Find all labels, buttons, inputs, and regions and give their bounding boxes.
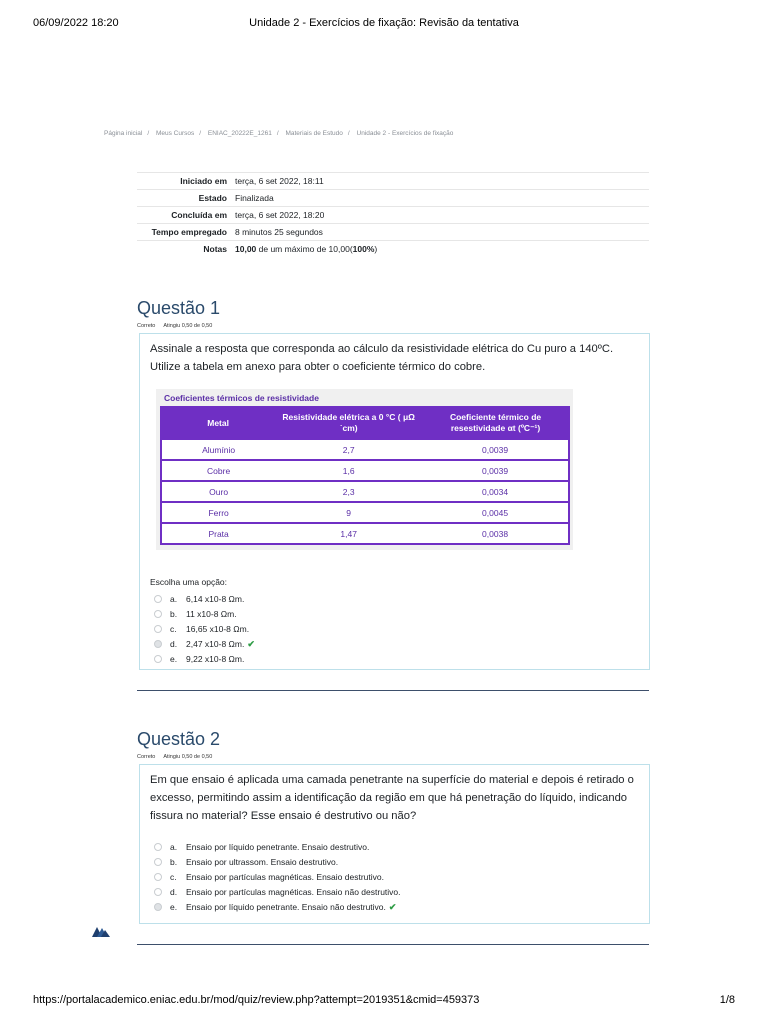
answer-option-b[interactable] xyxy=(154,854,649,869)
answer-option-c[interactable] xyxy=(154,621,649,636)
option-text: Ensaio por ultrassom. Ensaio destrutivo. xyxy=(186,856,339,867)
summary-key: Estado xyxy=(198,193,227,203)
question-1-info xyxy=(137,323,220,329)
option-letter: b. xyxy=(170,608,178,619)
table-cell: Alumínio xyxy=(161,439,275,460)
option-letter: c. xyxy=(170,623,177,634)
table-row xyxy=(161,481,569,502)
grade-close: ) xyxy=(374,244,378,254)
question-1-text: Assinale a resposta que corresponda ao cálculo da resistividade elétrica do Cu puro a 140ºC. Utilize a tabela em anexo para obter o coeficiente térmico do cobre. xyxy=(150,343,614,373)
radio-button[interactable] xyxy=(154,595,162,603)
table-cell: Prata xyxy=(161,523,275,544)
check-icon: ✔ xyxy=(388,901,397,912)
breadcrumb-item-courses[interactable]: Meus Cursos xyxy=(155,130,195,137)
summary-key: Notas xyxy=(203,244,227,254)
choose-option-label: Escolha uma opção: xyxy=(150,577,228,587)
question-2-text: Em que ensaio é aplicada uma camada penetrante na superfície do material e depois é retirado o excesso, permitindo assim a identificação da região em que há penetração do líquido, indicando fissura no material? Esse ensaio é destrutivo ou não? xyxy=(150,774,634,822)
summary-value: 8 minutos 25 segundos xyxy=(235,227,323,237)
answer-option-d[interactable] xyxy=(154,637,649,652)
option-text: 2,47 x10-8 Ωm. xyxy=(186,639,245,650)
option-text: Ensaio por líquido penetrante. Ensaio não destrutivo. xyxy=(186,902,386,913)
table-row xyxy=(161,439,569,460)
option-letter: c. xyxy=(170,871,177,882)
question-grade: Atingiu 0,50 de 0,50 xyxy=(163,754,213,760)
summary-row xyxy=(137,240,649,257)
print-page-number: 1/8 xyxy=(719,994,735,1006)
answer-option-a[interactable] xyxy=(154,591,649,606)
table-row xyxy=(161,523,569,544)
table-header: Metal xyxy=(161,407,275,439)
table-cell: 0,0039 xyxy=(422,460,569,481)
option-text: 9,22 x10-8 Ωm. xyxy=(186,654,245,665)
option-text: Ensaio por partículas magnéticas. Ensaio destrutivo. xyxy=(186,871,384,882)
radio-button[interactable] xyxy=(154,888,162,896)
option-letter: e. xyxy=(170,902,178,913)
option-text: Ensaio por partículas magnéticas. Ensaio não destrutivo. xyxy=(186,887,401,898)
table-cell: Ouro xyxy=(161,481,275,502)
summary-row xyxy=(137,189,649,206)
question-status: Correto xyxy=(137,754,156,760)
radio-button-selected[interactable] xyxy=(154,903,162,911)
option-letter: a. xyxy=(170,593,178,604)
table-cell: 0,0034 xyxy=(422,481,569,502)
breadcrumb-item-home[interactable]: Página inicial xyxy=(104,130,143,137)
eniac-logo-icon[interactable] xyxy=(92,924,110,942)
question-status: Correto xyxy=(137,323,156,329)
question-1-title: Questão 1 xyxy=(137,298,221,318)
print-title: Unidade 2 - Exercícios de fixação: Revisão da tentativa xyxy=(249,17,519,29)
radio-button-selected[interactable] xyxy=(154,640,162,648)
print-date: 06/09/2022 18:20 xyxy=(33,17,119,29)
table-header: Resistividade elétrica a 0 °C ( μΩ ˙cm) xyxy=(275,407,422,439)
option-letter: b. xyxy=(170,856,178,867)
attempt-summary xyxy=(137,172,649,257)
question-2-box xyxy=(139,764,650,924)
question-2-info xyxy=(137,754,220,760)
grade-score: 10,00 xyxy=(235,244,257,254)
question-1-box xyxy=(139,333,650,670)
summary-value: Finalizada xyxy=(235,193,274,203)
answer-option-b[interactable] xyxy=(154,606,649,621)
summary-value: terça, 6 set 2022, 18:11 xyxy=(235,176,324,186)
table-cell: Ferro xyxy=(161,502,275,523)
question-2-title: Questão 2 xyxy=(137,729,221,749)
summary-value: terça, 6 set 2022, 18:20 xyxy=(235,210,325,220)
check-icon: ✔ xyxy=(247,638,255,649)
option-letter: e. xyxy=(170,654,178,665)
answer-option-e[interactable] xyxy=(154,652,649,667)
radio-button[interactable] xyxy=(154,873,162,881)
table-cell: 1,6 xyxy=(275,460,422,481)
option-text: 6,14 x10-8 Ωm. xyxy=(186,593,245,604)
answer-option-c[interactable] xyxy=(154,869,649,884)
option-letter: a. xyxy=(170,841,178,852)
answer-option-d[interactable] xyxy=(154,885,649,900)
table-cell: 0,0038 xyxy=(422,523,569,544)
radio-button[interactable] xyxy=(154,655,162,663)
coefficients-table-image xyxy=(156,389,573,550)
table-cell: 2,3 xyxy=(275,481,422,502)
question-1-options xyxy=(154,591,649,667)
summary-row xyxy=(137,223,649,240)
table-cell: 2,7 xyxy=(275,439,422,460)
grade-value xyxy=(235,243,377,255)
option-text: Ensaio por líquido penetrante. Ensaio destrutivo. xyxy=(186,841,370,852)
summary-row xyxy=(137,206,649,223)
breadcrumb-item-current[interactable]: Unidade 2 - Exercícios de fixação xyxy=(356,130,454,137)
table-cell: 1,47 xyxy=(275,523,422,544)
divider xyxy=(137,690,649,691)
grade-max: de um máximo de 10,00( xyxy=(256,244,353,254)
table-cell: 0,0045 xyxy=(422,502,569,523)
breadcrumb-item-materials[interactable]: Materiais de Estudo xyxy=(285,130,343,137)
answer-option-a[interactable] xyxy=(154,839,649,854)
table-cell: Cobre xyxy=(161,460,275,481)
option-letter: d. xyxy=(170,639,178,650)
table-cell: 9 xyxy=(275,502,422,523)
summary-row xyxy=(137,172,649,189)
table-row xyxy=(161,460,569,481)
grade-percent: 100% xyxy=(352,244,375,254)
radio-button[interactable] xyxy=(154,858,162,866)
radio-button[interactable] xyxy=(154,843,162,851)
summary-key: Tempo empregado xyxy=(151,227,227,237)
breadcrumb-item-course[interactable]: ENIAC_20222E_1261 xyxy=(207,130,272,137)
breadcrumb: Página inicial / Meus Cursos / ENIAC_20222E_1261 / Materiais de Estudo / Unidade 2 - Exercícios de fixação xyxy=(104,130,454,137)
option-text: 11 x10-8 Ωm. xyxy=(186,608,237,619)
table-cell: 0,0039 xyxy=(422,439,569,460)
table-title: Coeficientes térmicos de resistividade xyxy=(164,393,319,403)
coefficients-table xyxy=(160,406,570,545)
divider xyxy=(137,944,649,945)
table-row xyxy=(161,502,569,523)
radio-button[interactable] xyxy=(154,625,162,633)
question-grade: Atingiu 0,50 de 0,50 xyxy=(163,323,213,329)
summary-key: Concluída em xyxy=(171,210,227,220)
radio-button[interactable] xyxy=(154,610,162,618)
answer-option-e[interactable] xyxy=(154,900,649,915)
table-header: Coeficiente térmico de resestividade αt (ºC⁻¹) xyxy=(422,407,569,439)
option-text: 16,65 x10-8 Ωm. xyxy=(186,623,250,634)
print-url: https://portalacademico.eniac.edu.br/mod/quiz/review.php?attempt=2019351&cmid=459373 xyxy=(33,994,480,1006)
question-2-options xyxy=(154,839,649,915)
summary-key: Iniciado em xyxy=(180,176,227,186)
option-letter: d. xyxy=(170,887,178,898)
